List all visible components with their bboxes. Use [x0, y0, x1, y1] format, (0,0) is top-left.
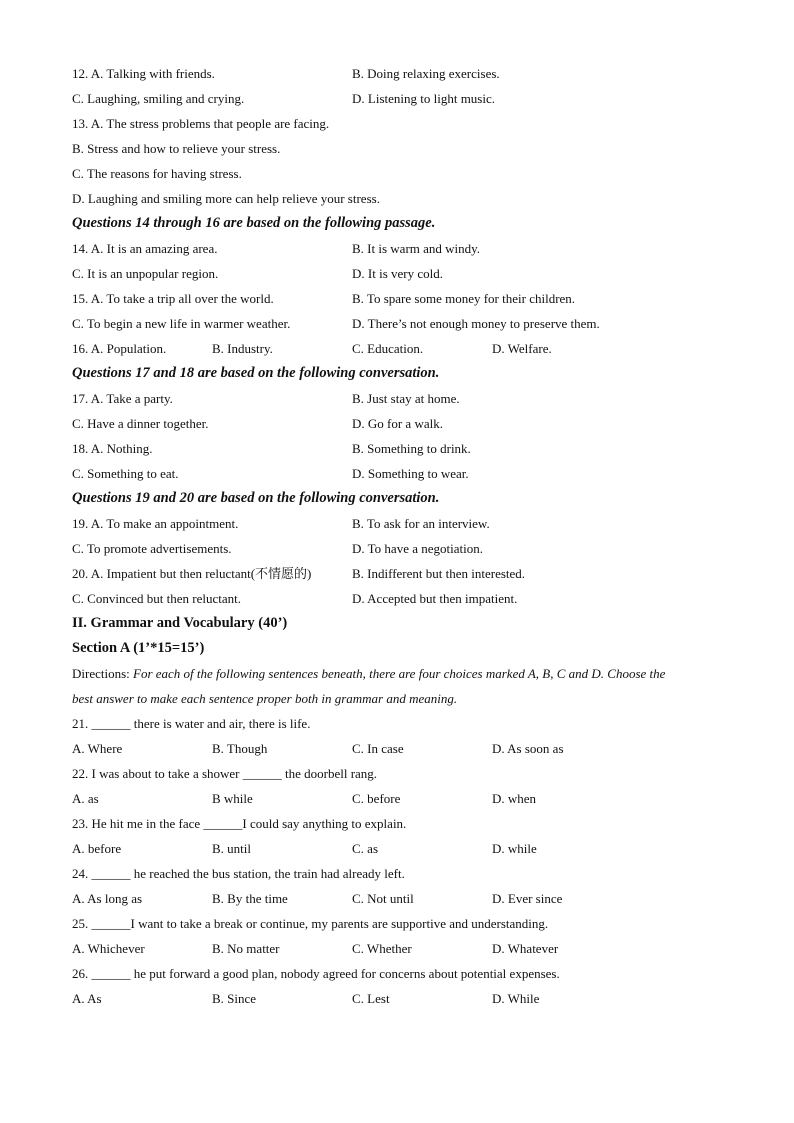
q20-row-2	[72, 586, 732, 611]
heading-questions-14-16: Questions 14 through 16 are based on the following passage.	[72, 215, 436, 231]
q22-option-b: B while	[212, 791, 253, 806]
q17-option-a: 17. A. Take a party.	[72, 391, 173, 406]
q12-row-1	[72, 61, 732, 86]
q22-options	[72, 786, 732, 811]
q20-option-d: D. Accepted but then impatient.	[352, 591, 518, 606]
q12-option-b: B. Doing relaxing exercises.	[352, 66, 500, 81]
q13-option-d: D. Laughing and smiling more can help relieve your stress.	[72, 191, 380, 206]
q19-option-d: D. To have a negotiation.	[352, 541, 483, 556]
q17-option-c: C. Have a dinner together.	[72, 416, 209, 431]
q22-option-d: D. when	[492, 791, 537, 806]
q16-option-d: D. Welfare.	[492, 341, 552, 356]
q21-option-d: D. As soon as	[492, 741, 564, 756]
q20-row-1	[72, 561, 732, 586]
directions-label: Directions:	[72, 666, 134, 681]
q16-option-a: 16. A. Population.	[72, 341, 167, 356]
q23-option-a: A. before	[72, 841, 122, 856]
q16-option-b: B. Industry.	[212, 341, 273, 356]
q14-option-d: D. It is very cold.	[352, 266, 443, 281]
heading-questions-19-20: Questions 19 and 20 are based on the following conversation.	[72, 490, 440, 506]
q13-option-c: C. The reasons for having stress.	[72, 166, 242, 181]
q22-option-a: A. as	[72, 791, 99, 806]
q24-option-d: D. Ever since	[492, 891, 563, 906]
q21-option-b: B. Though	[212, 741, 268, 756]
q23-option-b: B. until	[212, 841, 252, 856]
q14-row-1	[72, 236, 732, 261]
q26-option-d: D. While	[492, 991, 540, 1006]
q19-option-a: 19. A. To make an appointment.	[72, 516, 239, 531]
q15-option-a: 15. A. To take a trip all over the world.	[72, 291, 274, 306]
q24-stem: 24. ______ he reached the bus station, the train had already left.	[72, 866, 405, 881]
q23-options	[72, 836, 732, 861]
q14-option-a: 14. A. It is an amazing area.	[72, 241, 218, 256]
directions-text-2: best answer to make each sentence proper both in grammar and meaning.	[72, 691, 458, 706]
q16-row	[72, 336, 732, 361]
q18-row-1	[72, 436, 732, 461]
q15-option-c: C. To begin a new life in warmer weather.	[72, 316, 291, 331]
q21-options	[72, 736, 732, 761]
q16-option-c: C. Education.	[352, 341, 424, 356]
q18-option-d: D. Something to wear.	[352, 466, 469, 481]
q23-option-c: C. as	[352, 841, 378, 856]
q26-option-c: C. Lest	[352, 991, 390, 1006]
q20-option-b: B. Indifferent but then interested.	[352, 566, 526, 581]
q14-option-b: B. It is warm and windy.	[352, 241, 481, 256]
q13-option-a: 13. A. The stress problems that people are facing.	[72, 116, 330, 131]
q26-stem: 26. ______ he put forward a good plan, nobody agreed for concerns about potential expenses.	[72, 966, 560, 981]
q19-option-c: C. To promote advertisements.	[72, 541, 232, 556]
q18-row-2	[72, 461, 732, 486]
q15-row-1	[72, 286, 732, 311]
q18-option-b: B. Something to drink.	[352, 441, 471, 456]
q19-row-1	[72, 511, 732, 536]
q19-row-2	[72, 536, 732, 561]
directions-line-1	[72, 661, 732, 686]
q26-option-b: B. Since	[212, 991, 257, 1006]
q24-options	[72, 886, 732, 911]
q24-option-b: B. By the time	[212, 891, 288, 906]
q15-row-2	[72, 311, 732, 336]
q15-option-d: D. There’s not enough money to preserve them.	[352, 316, 600, 331]
q25-option-c: C. Whether	[352, 941, 412, 956]
heading-questions-17-18: Questions 17 and 18 are based on the following conversation.	[72, 365, 440, 381]
q21-stem: 21. ______ there is water and air, there is life.	[72, 716, 311, 731]
q12-option-d: D. Listening to light music.	[352, 91, 495, 106]
q12-row-2	[72, 86, 732, 111]
q17-option-b: B. Just stay at home.	[352, 391, 460, 406]
q25-option-a: A. Whichever	[72, 941, 145, 956]
q25-stem: 25. ______I want to take a break or continue, my parents are supportive and understanding.	[72, 916, 549, 931]
q22-option-c: C. before	[352, 791, 401, 806]
q23-option-d: D. while	[492, 841, 537, 856]
q20-option-a: 20. A. Impatient but then reluctant(不情愿的)	[72, 566, 312, 581]
q22-stem: 22. I was about to take a shower ______ the doorbell rang.	[72, 766, 378, 781]
section-a-title: Section A (1’*15=15’)	[72, 640, 205, 656]
q24-option-c: C. Not until	[352, 891, 414, 906]
q20-option-c: C. Convinced but then reluctant.	[72, 591, 241, 606]
q12-option-c: C. Laughing, smiling and crying.	[72, 91, 245, 106]
q23-stem: 23. He hit me in the face ______I could say anything to explain.	[72, 816, 407, 831]
q25-options	[72, 936, 732, 961]
q14-row-2	[72, 261, 732, 286]
q17-option-d: D. Go for a walk.	[352, 416, 443, 431]
directions-text-1: For each of the following sentences beneath, there are four choices marked A, B, C and D. Choose the	[133, 666, 666, 681]
q19-option-b: B. To ask for an interview.	[352, 516, 490, 531]
q12-option-a: 12. A. Talking with friends.	[72, 66, 215, 81]
q15-option-b: B. To spare some money for their children.	[352, 291, 576, 306]
q24-option-a: A. As long as	[72, 891, 143, 906]
q21-option-a: A. Where	[72, 741, 123, 756]
exam-page	[72, 61, 732, 1011]
q18-option-c: C. Something to eat.	[72, 466, 179, 481]
q14-option-c: C. It is an unpopular region.	[72, 266, 219, 281]
q25-option-b: B. No matter	[212, 941, 280, 956]
part-2-title: II. Grammar and Vocabulary (40’)	[72, 615, 288, 631]
q25-option-d: D. Whatever	[492, 941, 559, 956]
q18-option-a: 18. A. Nothing.	[72, 441, 153, 456]
q26-options	[72, 986, 732, 1011]
q17-row-1	[72, 386, 732, 411]
q21-option-c: C. In case	[352, 741, 404, 756]
q26-option-a: A. As	[72, 991, 102, 1006]
q17-row-2	[72, 411, 732, 436]
q13-option-b: B. Stress and how to relieve your stress.	[72, 141, 281, 156]
